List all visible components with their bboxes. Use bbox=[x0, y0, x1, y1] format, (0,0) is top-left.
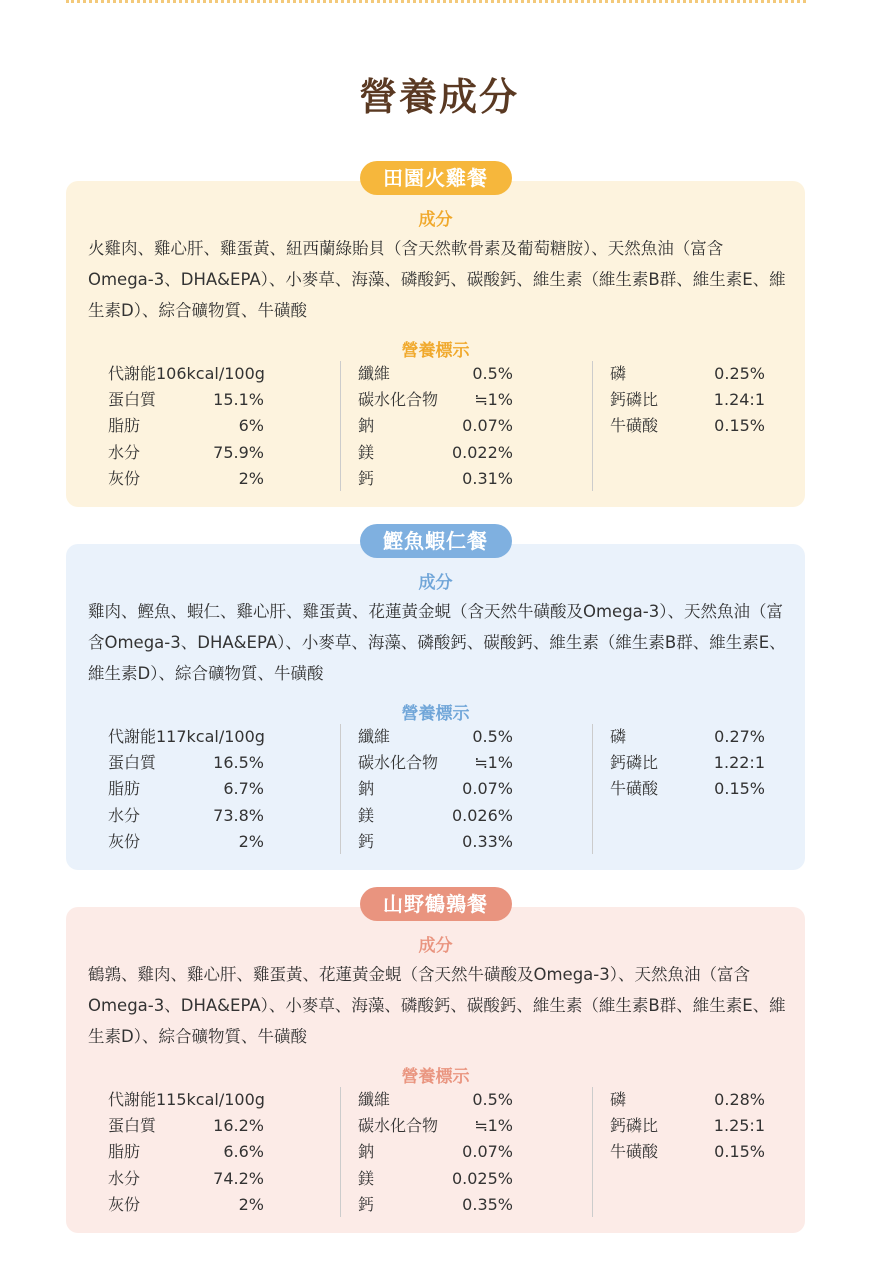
nutrition-column-3 bbox=[592, 1087, 772, 1217]
nutrition-row bbox=[610, 413, 765, 439]
nutrition-label: 鈣 bbox=[358, 468, 375, 488]
section-title-badge: 鰹魚蝦仁餐 bbox=[360, 524, 512, 558]
nutrition-row bbox=[610, 1113, 765, 1139]
nutrition-value: 0.07% bbox=[462, 779, 513, 799]
nutrition-label: 蛋白質 bbox=[108, 1116, 157, 1136]
nutrition-label: 碳水化合物 bbox=[358, 753, 439, 773]
nutrition-value: 0.5% bbox=[472, 364, 513, 383]
ingredients-text: 雞肉、鰹魚、蝦仁、雞心肝、雞蛋黃、花蓮黃金蜆（含天然牛磺酸及Omega-3）、天然魚油（富含Omega-3、DHA&EPA）、小麥草、海藻、磷酸鈣、碳酸鈣、維生素（維生素B群、維生素E、維生素D）、綜合礦物質、牛磺酸 bbox=[88, 602, 786, 683]
section-turkey bbox=[66, 166, 805, 507]
nutrition-row bbox=[610, 724, 765, 750]
nutrition-value: 0.27% bbox=[714, 727, 765, 746]
nutrition-row bbox=[358, 1139, 513, 1165]
nutrition-label: 鈉 bbox=[358, 416, 375, 436]
nutrition-label: 碳水化合物 bbox=[358, 390, 439, 410]
nutrition-table bbox=[66, 724, 805, 859]
nutrition-column-1 bbox=[108, 361, 264, 492]
nutrition-value: 0.025% bbox=[451, 1168, 513, 1188]
nutrition-row bbox=[610, 1087, 765, 1113]
nutrition-label: 磷 bbox=[610, 727, 627, 746]
nutrition-row bbox=[358, 803, 513, 829]
nutrition-label: 代謝能117kcal/100g bbox=[108, 727, 265, 746]
nutrition-row bbox=[358, 361, 513, 387]
nutrition-row bbox=[358, 1113, 513, 1139]
nutrition-value: 2% bbox=[238, 831, 264, 851]
nutrition-row bbox=[358, 1166, 513, 1192]
nutrition-heading: 營養標示 bbox=[401, 704, 470, 724]
nutrition-row bbox=[108, 440, 264, 466]
nutrition-value: 1.25:1 bbox=[713, 1116, 765, 1136]
nutrition-row bbox=[358, 750, 513, 776]
nutrition-row bbox=[108, 1087, 264, 1113]
nutrition-label: 牛磺酸 bbox=[610, 416, 659, 436]
nutrition-row bbox=[610, 1139, 765, 1165]
nutrition-label: 纖維 bbox=[358, 727, 391, 746]
nutrition-label: 灰份 bbox=[108, 468, 141, 488]
nutrition-row bbox=[610, 387, 765, 413]
nutrition-label: 蛋白質 bbox=[108, 753, 157, 773]
nutrition-value: ≒1% bbox=[474, 390, 513, 410]
nutrition-value: 0.022% bbox=[451, 442, 513, 462]
nutrition-value: 0.15% bbox=[714, 416, 765, 436]
nutrition-row bbox=[108, 776, 264, 802]
nutrition-label: 蛋白質 bbox=[108, 390, 157, 410]
nutrition-row bbox=[108, 750, 264, 776]
nutrition-column-3 bbox=[592, 361, 772, 491]
section-title-badge: 田園火雞餐 bbox=[360, 161, 512, 195]
nutrition-value: 16.2% bbox=[213, 1116, 264, 1136]
ingredients-text: 火雞肉、雞心肝、雞蛋黃、紐西蘭綠貽貝（含天然軟骨素及葡萄糖胺）、天然魚油（富含Omega-3、DHA&EPA）、小麥草、海藻、磷酸鈣、碳酸鈣、維生素（維生素B群、維生素E、維生素D）、綜合礦物質、牛磺酸 bbox=[88, 239, 786, 320]
nutrition-value: 0.15% bbox=[714, 779, 765, 799]
nutrition-table bbox=[66, 1087, 805, 1222]
nutrition-value: 74.2% bbox=[213, 1168, 264, 1188]
nutrition-row bbox=[358, 776, 513, 802]
nutrition-value: 0.5% bbox=[472, 727, 513, 746]
ingredients-text: 鶴鶉、雞肉、雞心肝、雞蛋黃、花蓮黃金蜆（含天然牛磺酸及Omega-3）、天然魚油（富含Omega-3、DHA&EPA）、小麥草、海藻、磷酸鈣、碳酸鈣、維生素（維生素B群、維生素E、維生素D）、綜合礦物質、牛磺酸 bbox=[88, 965, 786, 1046]
nutrition-row bbox=[108, 724, 264, 750]
nutrition-value: 15.1% bbox=[213, 390, 264, 410]
nutrition-value: 0.026% bbox=[451, 805, 513, 825]
nutrition-row bbox=[108, 803, 264, 829]
nutrition-label: 鎂 bbox=[358, 442, 375, 462]
nutrition-row bbox=[108, 413, 264, 439]
nutrition-label: 鈣磷比 bbox=[610, 390, 659, 410]
nutrition-value: 75.9% bbox=[213, 442, 264, 462]
nutrition-row bbox=[108, 361, 264, 387]
nutrition-label: 脂肪 bbox=[108, 416, 141, 436]
nutrition-value: 0.07% bbox=[462, 416, 513, 436]
nutrition-heading: 營養標示 bbox=[401, 341, 470, 361]
nutrition-label: 代謝能106kcal/100g bbox=[108, 364, 265, 383]
nutrition-label: 脂肪 bbox=[108, 779, 141, 799]
ingredients-heading: 成分 bbox=[418, 210, 453, 230]
ingredients-heading: 成分 bbox=[418, 573, 453, 593]
nutrition-value: 0.15% bbox=[714, 1142, 765, 1162]
nutrition-label: 鈉 bbox=[358, 1142, 375, 1162]
nutrition-value: 73.8% bbox=[213, 805, 264, 825]
nutrition-value: 6.6% bbox=[223, 1142, 264, 1162]
nutrition-value: 2% bbox=[238, 468, 264, 488]
nutrition-row bbox=[358, 1192, 513, 1218]
nutrition-value: 16.5% bbox=[213, 753, 264, 773]
nutrition-value: 0.31% bbox=[462, 468, 513, 488]
nutrition-column-3 bbox=[592, 724, 772, 854]
nutrition-value: 0.5% bbox=[472, 1090, 513, 1109]
nutrition-column-1 bbox=[108, 724, 264, 855]
nutrition-value: ≒1% bbox=[474, 753, 513, 773]
nutrition-label: 鈣磷比 bbox=[610, 1116, 659, 1136]
nutrition-row bbox=[610, 750, 765, 776]
nutrition-row bbox=[358, 1087, 513, 1113]
nutrition-row bbox=[358, 724, 513, 750]
nutrition-heading: 營養標示 bbox=[401, 1067, 470, 1087]
nutrition-label: 代謝能115kcal/100g bbox=[108, 1090, 265, 1109]
nutrition-label: 纖維 bbox=[358, 1090, 391, 1109]
nutrition-row bbox=[358, 413, 513, 439]
nutrition-label: 鈉 bbox=[358, 779, 375, 799]
nutrition-row bbox=[108, 1192, 264, 1218]
top-dotted-divider bbox=[66, 0, 806, 4]
nutrition-label: 纖維 bbox=[358, 364, 391, 383]
nutrition-label: 灰份 bbox=[108, 1194, 141, 1214]
nutrition-label: 磷 bbox=[610, 1090, 627, 1109]
page-title: 營養成分 bbox=[358, 75, 519, 119]
section-title-badge: 山野鶴鶉餐 bbox=[360, 887, 512, 921]
nutrition-value: 0.33% bbox=[462, 831, 513, 851]
nutrition-row bbox=[610, 361, 765, 387]
nutrition-row bbox=[358, 440, 513, 466]
nutrition-label: 牛磺酸 bbox=[610, 779, 659, 799]
nutrition-label: 水分 bbox=[108, 1168, 141, 1188]
section-bonito-shrimp bbox=[66, 529, 805, 870]
nutrition-value: 0.07% bbox=[462, 1142, 513, 1162]
nutrition-label: 水分 bbox=[108, 805, 141, 825]
nutrition-value: 6.7% bbox=[223, 779, 264, 799]
nutrition-row bbox=[358, 829, 513, 855]
nutrition-column-2 bbox=[340, 1087, 576, 1217]
nutrition-value: 0.28% bbox=[714, 1090, 765, 1109]
nutrition-label: 灰份 bbox=[108, 831, 141, 851]
nutrition-value: 1.24:1 bbox=[713, 390, 765, 410]
nutrition-column-2 bbox=[340, 724, 576, 854]
nutrition-value: 1.22:1 bbox=[713, 753, 765, 773]
nutrition-row bbox=[610, 776, 765, 802]
nutrition-value: 0.25% bbox=[714, 364, 765, 383]
nutrition-row bbox=[108, 466, 264, 492]
nutrition-label: 鈣 bbox=[358, 831, 375, 851]
nutrition-label: 鎂 bbox=[358, 1168, 375, 1188]
nutrition-label: 磷 bbox=[610, 364, 627, 383]
nutrition-label: 碳水化合物 bbox=[358, 1116, 439, 1136]
nutrition-row bbox=[108, 1166, 264, 1192]
nutrition-label: 脂肪 bbox=[108, 1142, 141, 1162]
nutrition-row bbox=[108, 387, 264, 413]
nutrition-label: 水分 bbox=[108, 442, 141, 462]
ingredients-heading: 成分 bbox=[418, 936, 453, 956]
nutrition-value: 6% bbox=[238, 416, 264, 436]
nutrition-row bbox=[108, 1113, 264, 1139]
nutrition-value: ≒1% bbox=[474, 1116, 513, 1136]
nutrition-label: 鎂 bbox=[358, 805, 375, 825]
nutrition-table bbox=[66, 361, 805, 496]
nutrition-label: 牛磺酸 bbox=[610, 1142, 659, 1162]
nutrition-value: 2% bbox=[238, 1194, 264, 1214]
nutrition-row bbox=[108, 1139, 264, 1165]
nutrition-label: 鈣磷比 bbox=[610, 753, 659, 773]
section-quail bbox=[66, 892, 805, 1233]
nutrition-value: 0.35% bbox=[462, 1194, 513, 1214]
nutrition-label: 鈣 bbox=[358, 1194, 375, 1214]
nutrition-row bbox=[358, 387, 513, 413]
nutrition-column-1 bbox=[108, 1087, 264, 1218]
nutrition-row bbox=[108, 829, 264, 855]
nutrition-column-2 bbox=[340, 361, 576, 491]
nutrition-row bbox=[358, 466, 513, 492]
